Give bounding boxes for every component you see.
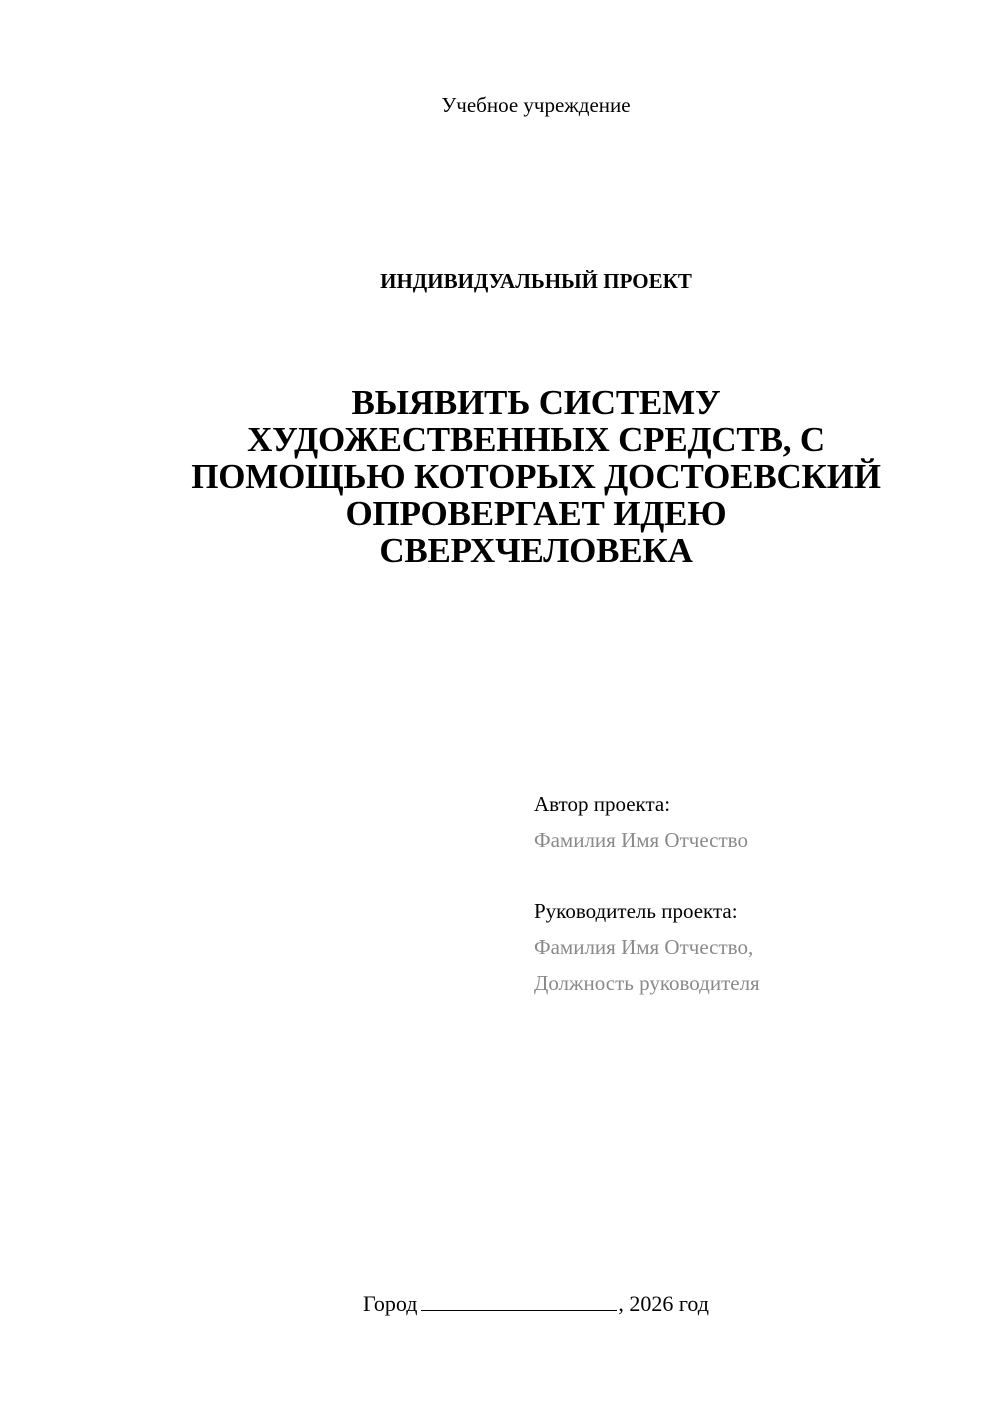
title-line: ПОМОЩЬЮ КОТОРЫХ ДОСТОЕВСКИЙ <box>191 457 881 496</box>
supervisor-name: Фамилия Имя Отчество, <box>534 935 754 959</box>
supervisor-label: Руководитель проекта: <box>534 899 738 923</box>
title-line: СВЕРХЧЕЛОВЕКА <box>379 531 693 570</box>
institution-name: Учебное учреждение <box>441 93 631 117</box>
footer-city: Город <box>363 1291 418 1316</box>
supervisor-position: Должность руководителя <box>534 971 760 995</box>
author-label: Автор проекта: <box>534 792 671 816</box>
footer-year: , 2026 год <box>618 1291 709 1316</box>
supervisor-block <box>534 893 974 1001</box>
footer-city-year <box>0 1290 1000 1318</box>
author-name: Фамилия Имя Отчество <box>534 828 748 852</box>
title-line: ВЫЯВИТЬ СИСТЕМУ <box>351 383 721 422</box>
title-line: ОПРОВЕРГАЕТ ИДЕЮ <box>345 494 727 533</box>
project-title <box>120 384 952 569</box>
author-block <box>534 786 974 858</box>
title-line: ХУДОЖЕСТВЕННЫХ СРЕДСТВ, С <box>247 420 825 459</box>
city-blank-line <box>421 1290 617 1311</box>
project-type-heading: ИНДИВИДУАЛЬНЫЙ ПРОЕКТ <box>380 269 692 293</box>
